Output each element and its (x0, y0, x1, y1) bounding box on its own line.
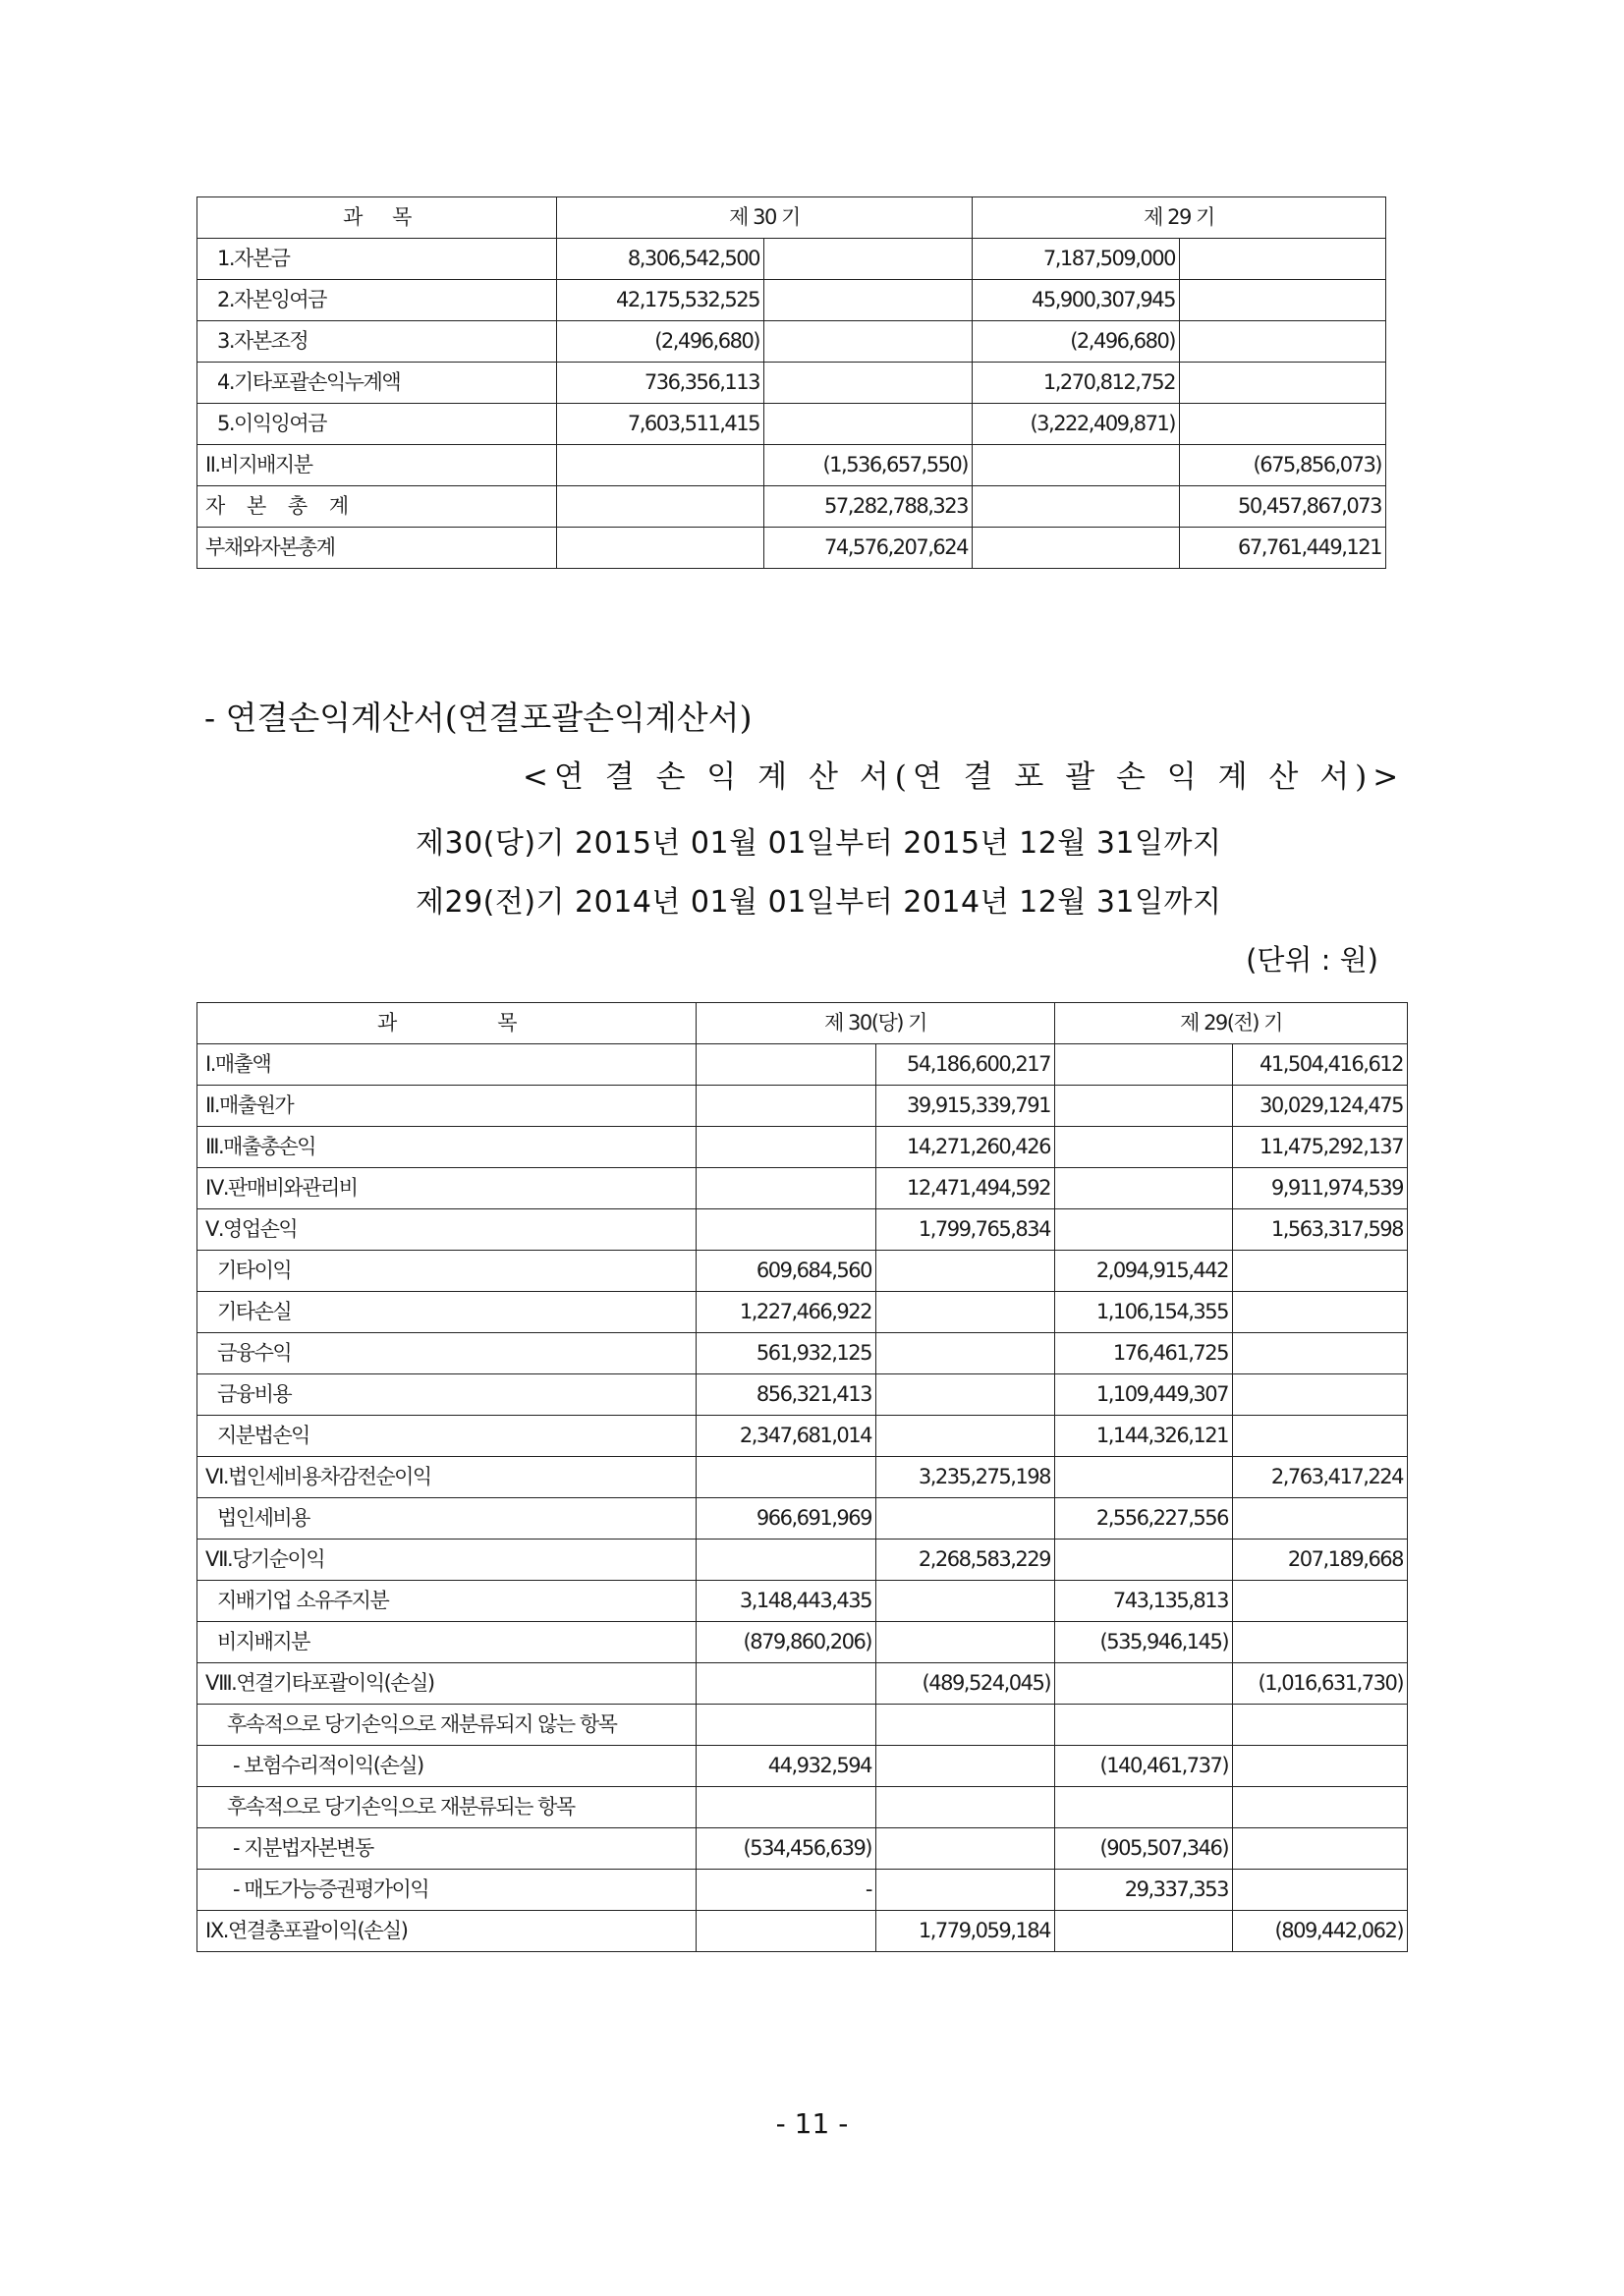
prior-total-cell (1233, 1498, 1408, 1540)
table-row (197, 321, 1386, 363)
prior-total-cell (1233, 1870, 1408, 1911)
prior-total-cell (1233, 1622, 1408, 1663)
income-statement-body (197, 1003, 1408, 1952)
current-subtotal-cell (557, 445, 764, 486)
page-number: - 11 - (775, 2107, 849, 2140)
prior-subtotal-cell (1055, 1044, 1233, 1086)
current-subtotal-cell: (2,496,680) (557, 321, 764, 363)
prior-subtotal-cell: (140,461,737) (1055, 1746, 1233, 1787)
header-period-current: 제 30(당) 기 (697, 1003, 1055, 1044)
income-statement-table (196, 1002, 1408, 1952)
table-row (197, 1622, 1408, 1663)
row-label: Ⅰ.매출액 (197, 1044, 697, 1086)
table-row (197, 1540, 1408, 1581)
table-row (197, 1374, 1408, 1416)
table-header-row (197, 1003, 1408, 1044)
current-subtotal-cell: (534,456,639) (697, 1828, 876, 1870)
prior-subtotal-cell: 2,094,915,442 (1055, 1251, 1233, 1292)
current-subtotal-cell: 1,227,466,922 (697, 1292, 876, 1333)
table-row (197, 1251, 1408, 1292)
row-label: Ⅵ.법인세비용차감전순이익 (197, 1457, 697, 1498)
prior-total-cell: 207,189,668 (1233, 1540, 1408, 1581)
current-subtotal-cell: 856,321,413 (697, 1374, 876, 1416)
prior-subtotal-cell: (905,507,346) (1055, 1828, 1233, 1870)
table-row (197, 1044, 1408, 1086)
current-total-cell (764, 363, 973, 404)
current-subtotal-cell: 42,175,532,525 (557, 280, 764, 321)
row-label: 기타이익 (197, 1251, 697, 1292)
prior-total-cell: 9,911,974,539 (1233, 1168, 1408, 1209)
current-subtotal-cell (697, 1086, 876, 1127)
current-subtotal-cell: 8,306,542,500 (557, 239, 764, 280)
current-total-cell (876, 1828, 1055, 1870)
current-subtotal-cell: 7,603,511,415 (557, 404, 764, 445)
row-label: Ⅸ.연결총포괄이익(손실) (197, 1911, 697, 1952)
current-subtotal-cell: 966,691,969 (697, 1498, 876, 1540)
prior-total-cell: 67,761,449,121 (1180, 528, 1386, 569)
prior-subtotal-cell: 1,144,326,121 (1055, 1416, 1233, 1457)
prior-total-cell: 2,763,417,224 (1233, 1457, 1408, 1498)
table-row (197, 1416, 1408, 1457)
table-row (197, 1663, 1408, 1705)
row-label: 5.이익잉여금 (197, 404, 557, 445)
row-label: Ⅳ.판매비와관리비 (197, 1168, 697, 1209)
table-row (197, 239, 1386, 280)
prior-subtotal-cell: (3,222,409,871) (973, 404, 1180, 445)
table-row (197, 528, 1386, 569)
current-subtotal-cell: 561,932,125 (697, 1333, 876, 1374)
current-subtotal-cell: (879,860,206) (697, 1622, 876, 1663)
current-subtotal-cell (697, 1540, 876, 1581)
period-prior-line: 제29(전)기 2014년 01월 01일부터 2014년 12월 31일까지 (416, 885, 1222, 920)
current-total-cell (876, 1870, 1055, 1911)
table-row (197, 1168, 1408, 1209)
current-subtotal-cell (697, 1127, 876, 1168)
current-total-cell: 54,186,600,217 (876, 1044, 1055, 1086)
prior-subtotal-cell (1055, 1787, 1233, 1828)
prior-subtotal-cell (973, 528, 1180, 569)
row-label: 지배기업 소유주지분 (197, 1581, 697, 1622)
current-subtotal-cell (697, 1911, 876, 1952)
prior-subtotal-cell: 2,556,227,556 (1055, 1498, 1233, 1540)
current-total-cell: 12,471,494,592 (876, 1168, 1055, 1209)
prior-total-cell (1233, 1333, 1408, 1374)
current-subtotal-cell (697, 1457, 876, 1498)
row-label: Ⅱ.매출원가 (197, 1086, 697, 1127)
row-label: Ⅲ.매출총손익 (197, 1127, 697, 1168)
prior-total-cell (1233, 1251, 1408, 1292)
current-total-cell: 3,235,275,198 (876, 1457, 1055, 1498)
prior-total-cell: (1,016,631,730) (1233, 1663, 1408, 1705)
prior-total-cell: (809,442,062) (1233, 1911, 1408, 1952)
table-row (197, 404, 1386, 445)
prior-subtotal-cell (1055, 1540, 1233, 1581)
table-row (197, 1746, 1408, 1787)
prior-subtotal-cell: 176,461,725 (1055, 1333, 1233, 1374)
table-row (197, 280, 1386, 321)
prior-total-cell: 11,475,292,137 (1233, 1127, 1408, 1168)
current-subtotal-cell: 44,932,594 (697, 1746, 876, 1787)
row-label: Ⅶ.당기순이익 (197, 1540, 697, 1581)
current-total-cell: 1,779,059,184 (876, 1911, 1055, 1952)
prior-total-cell: (675,856,073) (1180, 445, 1386, 486)
row-label: 지분법손익 (197, 1416, 697, 1457)
row-label: 부채와자본총계 (197, 528, 557, 569)
table-row (197, 1333, 1408, 1374)
row-label: 2.자본잉여금 (197, 280, 557, 321)
prior-subtotal-cell: (535,946,145) (1055, 1622, 1233, 1663)
row-label: 3.자본조정 (197, 321, 557, 363)
prior-total-cell (1180, 321, 1386, 363)
current-subtotal-cell (697, 1209, 876, 1251)
prior-subtotal-cell (973, 486, 1180, 528)
current-subtotal-cell (557, 528, 764, 569)
current-total-cell (876, 1333, 1055, 1374)
table-row (197, 1457, 1408, 1498)
current-subtotal-cell (697, 1705, 876, 1746)
current-subtotal-cell: 736,356,113 (557, 363, 764, 404)
current-total-cell (876, 1622, 1055, 1663)
row-label: 기타손실 (197, 1292, 697, 1333)
current-total-cell (876, 1374, 1055, 1416)
current-total-cell (764, 404, 973, 445)
current-total-cell: 39,915,339,791 (876, 1086, 1055, 1127)
current-total-cell: (489,524,045) (876, 1663, 1055, 1705)
prior-subtotal-cell: 29,337,353 (1055, 1870, 1233, 1911)
header-period-current: 제 30 기 (557, 197, 973, 239)
current-total-cell (876, 1787, 1055, 1828)
prior-subtotal-cell: 1,109,449,307 (1055, 1374, 1233, 1416)
row-label: 금융수익 (197, 1333, 697, 1374)
prior-total-cell (1180, 280, 1386, 321)
row-label: Ⅴ.영업손익 (197, 1209, 697, 1251)
unit-label: (단위 : 원) (1246, 943, 1378, 977)
prior-total-cell (1233, 1705, 1408, 1746)
current-total-cell (876, 1705, 1055, 1746)
row-label: - 매도가능증권평가이익 (197, 1870, 697, 1911)
prior-total-cell: 30,029,124,475 (1233, 1086, 1408, 1127)
table-row (197, 1705, 1408, 1746)
prior-total-cell: 41,504,416,612 (1233, 1044, 1408, 1086)
row-label: 후속적으로 당기손익으로 재분류되는 항목 (197, 1787, 697, 1828)
current-subtotal-cell (697, 1663, 876, 1705)
header-subject: 과 목 (197, 1003, 697, 1044)
prior-subtotal-cell (1055, 1168, 1233, 1209)
current-total-cell (876, 1581, 1055, 1622)
row-label: - 지분법자본변동 (197, 1828, 697, 1870)
current-total-cell: 1,799,765,834 (876, 1209, 1055, 1251)
table-row (197, 1911, 1408, 1952)
prior-subtotal-cell (1055, 1911, 1233, 1952)
table-row (197, 445, 1386, 486)
prior-subtotal-cell: 1,270,812,752 (973, 363, 1180, 404)
table-row (197, 1498, 1408, 1540)
prior-total-cell (1233, 1828, 1408, 1870)
current-total-cell (764, 239, 973, 280)
table-row (197, 1870, 1408, 1911)
current-subtotal-cell (697, 1044, 876, 1086)
prior-total-cell (1180, 239, 1386, 280)
current-total-cell (876, 1746, 1055, 1787)
header-period-prior: 제 29 기 (973, 197, 1386, 239)
balance-sheet-equity-table (196, 196, 1386, 569)
row-label: - 보험수리적이익(손실) (197, 1746, 697, 1787)
current-subtotal-cell: - (697, 1870, 876, 1911)
prior-subtotal-cell (1055, 1457, 1233, 1498)
current-subtotal-cell (697, 1787, 876, 1828)
row-label: 4.기타포괄손익누계액 (197, 363, 557, 404)
prior-subtotal-cell: 1,106,154,355 (1055, 1292, 1233, 1333)
table-row (197, 1209, 1408, 1251)
current-total-cell (764, 321, 973, 363)
prior-total-cell (1180, 404, 1386, 445)
table-header-row (197, 197, 1386, 239)
prior-total-cell (1233, 1787, 1408, 1828)
prior-subtotal-cell (1055, 1663, 1233, 1705)
current-total-cell: 14,271,260,426 (876, 1127, 1055, 1168)
current-subtotal-cell (697, 1168, 876, 1209)
table-row (197, 1086, 1408, 1127)
table-row (197, 363, 1386, 404)
table-row (197, 1292, 1408, 1333)
header-subject: 과 목 (197, 197, 557, 239)
current-total-cell (876, 1292, 1055, 1333)
current-total-cell: 2,268,583,229 (876, 1540, 1055, 1581)
period-current-line: 제30(당)기 2015년 01월 01일부터 2015년 12월 31일까지 (416, 826, 1222, 861)
prior-total-cell (1233, 1374, 1408, 1416)
current-total-cell (876, 1416, 1055, 1457)
table-row (197, 486, 1386, 528)
current-total-cell: 74,576,207,624 (764, 528, 973, 569)
section-heading: - 연결손익계산서(연결포괄손익계산서) (204, 699, 753, 737)
table-row (197, 1787, 1408, 1828)
prior-subtotal-cell: (2,496,680) (973, 321, 1180, 363)
prior-subtotal-cell (1055, 1705, 1233, 1746)
prior-subtotal-cell (1055, 1086, 1233, 1127)
row-label: II.비지배지분 (197, 445, 557, 486)
table-row (197, 1581, 1408, 1622)
prior-total-cell (1233, 1416, 1408, 1457)
prior-total-cell (1233, 1746, 1408, 1787)
statement-title: <연 결 손 익 계 산 서(연 결 포 괄 손 익 계 산 서)> (523, 759, 1405, 795)
current-total-cell: 57,282,788,323 (764, 486, 973, 528)
table-row (197, 1828, 1408, 1870)
prior-total-cell (1233, 1581, 1408, 1622)
current-subtotal-cell: 609,684,560 (697, 1251, 876, 1292)
prior-subtotal-cell: 7,187,509,000 (973, 239, 1180, 280)
prior-total-cell: 50,457,867,073 (1180, 486, 1386, 528)
row-label: 금융비용 (197, 1374, 697, 1416)
row-label: 1.자본금 (197, 239, 557, 280)
current-subtotal-cell: 2,347,681,014 (697, 1416, 876, 1457)
row-label: 법인세비용 (197, 1498, 697, 1540)
header-period-prior: 제 29(전) 기 (1055, 1003, 1408, 1044)
current-subtotal-cell: 3,148,443,435 (697, 1581, 876, 1622)
current-total-cell: (1,536,657,550) (764, 445, 973, 486)
current-total-cell (764, 280, 973, 321)
prior-total-cell (1233, 1292, 1408, 1333)
row-label: 자 본 총 계 (197, 486, 557, 528)
table-row (197, 1127, 1408, 1168)
balance-sheet-equity-body (197, 197, 1386, 569)
prior-subtotal-cell: 45,900,307,945 (973, 280, 1180, 321)
prior-total-cell (1180, 363, 1386, 404)
prior-total-cell: 1,563,317,598 (1233, 1209, 1408, 1251)
current-subtotal-cell (557, 486, 764, 528)
prior-subtotal-cell (1055, 1209, 1233, 1251)
prior-subtotal-cell (973, 445, 1180, 486)
prior-subtotal-cell (1055, 1127, 1233, 1168)
row-label: 후속적으로 당기손익으로 재분류되지 않는 항목 (197, 1705, 697, 1746)
row-label: 비지배지분 (197, 1622, 697, 1663)
current-total-cell (876, 1498, 1055, 1540)
current-total-cell (876, 1251, 1055, 1292)
row-label: Ⅷ.연결기타포괄이익(손실) (197, 1663, 697, 1705)
prior-subtotal-cell: 743,135,813 (1055, 1581, 1233, 1622)
